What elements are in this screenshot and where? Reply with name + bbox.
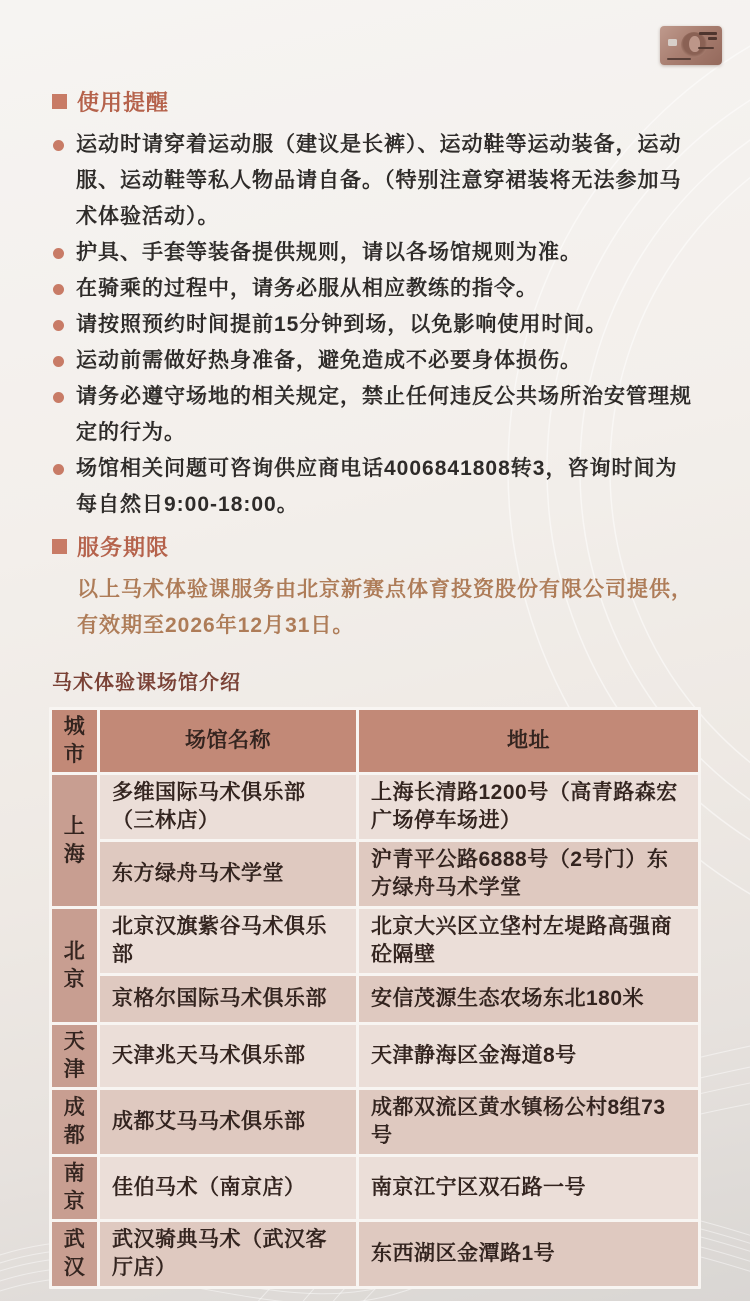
city-cell-beijing: 北京 — [52, 909, 97, 1022]
table-row — [52, 842, 698, 906]
usage-bullet-2-text: 护具、手套等装备提供规则，请以各场馆规则为准。 — [76, 241, 582, 264]
header-address: 地址 — [359, 710, 698, 772]
venue-name-cell: 东方绿舟马术学堂 — [100, 842, 356, 906]
service-period-section — [52, 531, 698, 644]
venue-name-cell: 多维国际马术俱乐部（三林店） — [100, 775, 356, 839]
venue-name-cell: 武汉骑典马术（武汉客厅店） — [100, 1222, 356, 1286]
service-section-title: 服务期限 — [77, 535, 170, 560]
venue-name-cell: 北京汉旗紫谷马术俱乐部 — [100, 909, 356, 973]
venue-address-cell: 南京江宁区双石路一号 — [359, 1157, 698, 1219]
service-section-header — [52, 531, 698, 562]
usage-bullet-7 — [52, 451, 698, 523]
venue-name-cell: 京格尔国际马术俱乐部 — [100, 976, 356, 1022]
usage-bullet-3 — [52, 271, 698, 307]
bullet-dot-icon — [53, 284, 64, 295]
usage-section — [52, 86, 698, 523]
table-row — [52, 1090, 698, 1154]
city-cell-nanjing: 南京 — [52, 1157, 97, 1219]
usage-bullet-6-text: 请务必遵守场地的相关规定，禁止任何违反公共场所治安管理规定的行为。 — [76, 385, 692, 444]
venue-address-cell: 上海长清路1200号（高青路森宏广场停车场进） — [359, 775, 698, 839]
usage-bullet-4 — [52, 307, 698, 343]
venue-address-cell: 天津静海区金海道8号 — [359, 1025, 698, 1087]
city-cell-tianjin: 天津 — [52, 1025, 97, 1087]
venue-address-cell: 成都双流区黄水镇杨公村8组73号 — [359, 1090, 698, 1154]
table-row — [52, 1222, 698, 1286]
city-cell-shanghai: 上海 — [52, 775, 97, 906]
table-row — [52, 1025, 698, 1087]
usage-section-title: 使用提醒 — [77, 90, 170, 115]
bullet-dot-icon — [53, 464, 64, 475]
section-square-icon — [52, 539, 67, 554]
venue-address-cell: 沪青平公路6888号（2号门）东方绿舟马术学堂 — [359, 842, 698, 906]
usage-bullet-1 — [52, 127, 698, 235]
usage-bullet-7-text: 场馆相关问题可咨询供应商电话4006841808转3，咨询时间为每自然日9:00-18:00。 — [76, 457, 678, 516]
table-row — [52, 909, 698, 973]
header-venue-name: 场馆名称 — [100, 710, 356, 772]
venue-name-cell: 成都艾马马术俱乐部 — [100, 1090, 356, 1154]
usage-bullet-3-text: 在骑乘的过程中，请务必服从相应教练的指令。 — [76, 277, 538, 300]
venues-section — [52, 666, 698, 1289]
usage-bullet-5-text: 运动前需做好热身准备，避免造成不必要身体损伤。 — [76, 349, 582, 372]
venues-table-title: 马术体验课场馆介绍 — [52, 672, 241, 694]
venue-name-cell: 天津兆天马术俱乐部 — [100, 1025, 356, 1087]
venue-address-cell: 北京大兴区立垡村左堤路高强商砼隔壁 — [359, 909, 698, 973]
city-cell-chengdu: 成都 — [52, 1090, 97, 1154]
bullet-dot-icon — [53, 248, 64, 259]
usage-bullet-5 — [52, 343, 698, 379]
venue-address-cell: 安信茂源生态农场东北180米 — [359, 976, 698, 1022]
bullet-dot-icon — [53, 140, 64, 151]
usage-bullet-6 — [52, 379, 698, 451]
table-row — [52, 1157, 698, 1219]
usage-bullet-1-text: 运动时请穿着运动服（建议是长裤）、运动鞋等运动装备，运动服、运动鞋等私人物品请自备。（特别注意穿裙装将无法参加马术体验活动）。 — [76, 133, 682, 228]
usage-bullet-4-text: 请按照预约时间提前15分钟到场，以免影响使用时间。 — [76, 313, 608, 336]
service-period-text: 以上马术体验课服务由北京新赛点体育投资股份有限公司提供，有效期至2026年12月31日。 — [77, 578, 693, 637]
venues-table — [49, 707, 701, 1289]
usage-bullet-2 — [52, 235, 698, 271]
venue-address-cell: 东西湖区金潭路1号 — [359, 1222, 698, 1286]
bullet-dot-icon — [53, 392, 64, 403]
bullet-dot-icon — [53, 320, 64, 331]
usage-bullet-list — [52, 127, 698, 523]
table-row — [52, 775, 698, 839]
table-row — [52, 976, 698, 1022]
venues-table-header-row — [52, 710, 698, 772]
header-city: 城市 — [52, 710, 97, 772]
section-square-icon — [52, 94, 67, 109]
venue-name-cell: 佳伯马术（南京店） — [100, 1157, 356, 1219]
bullet-dot-icon — [53, 356, 64, 367]
usage-section-header — [52, 86, 698, 117]
city-cell-wuhan: 武汉 — [52, 1222, 97, 1286]
